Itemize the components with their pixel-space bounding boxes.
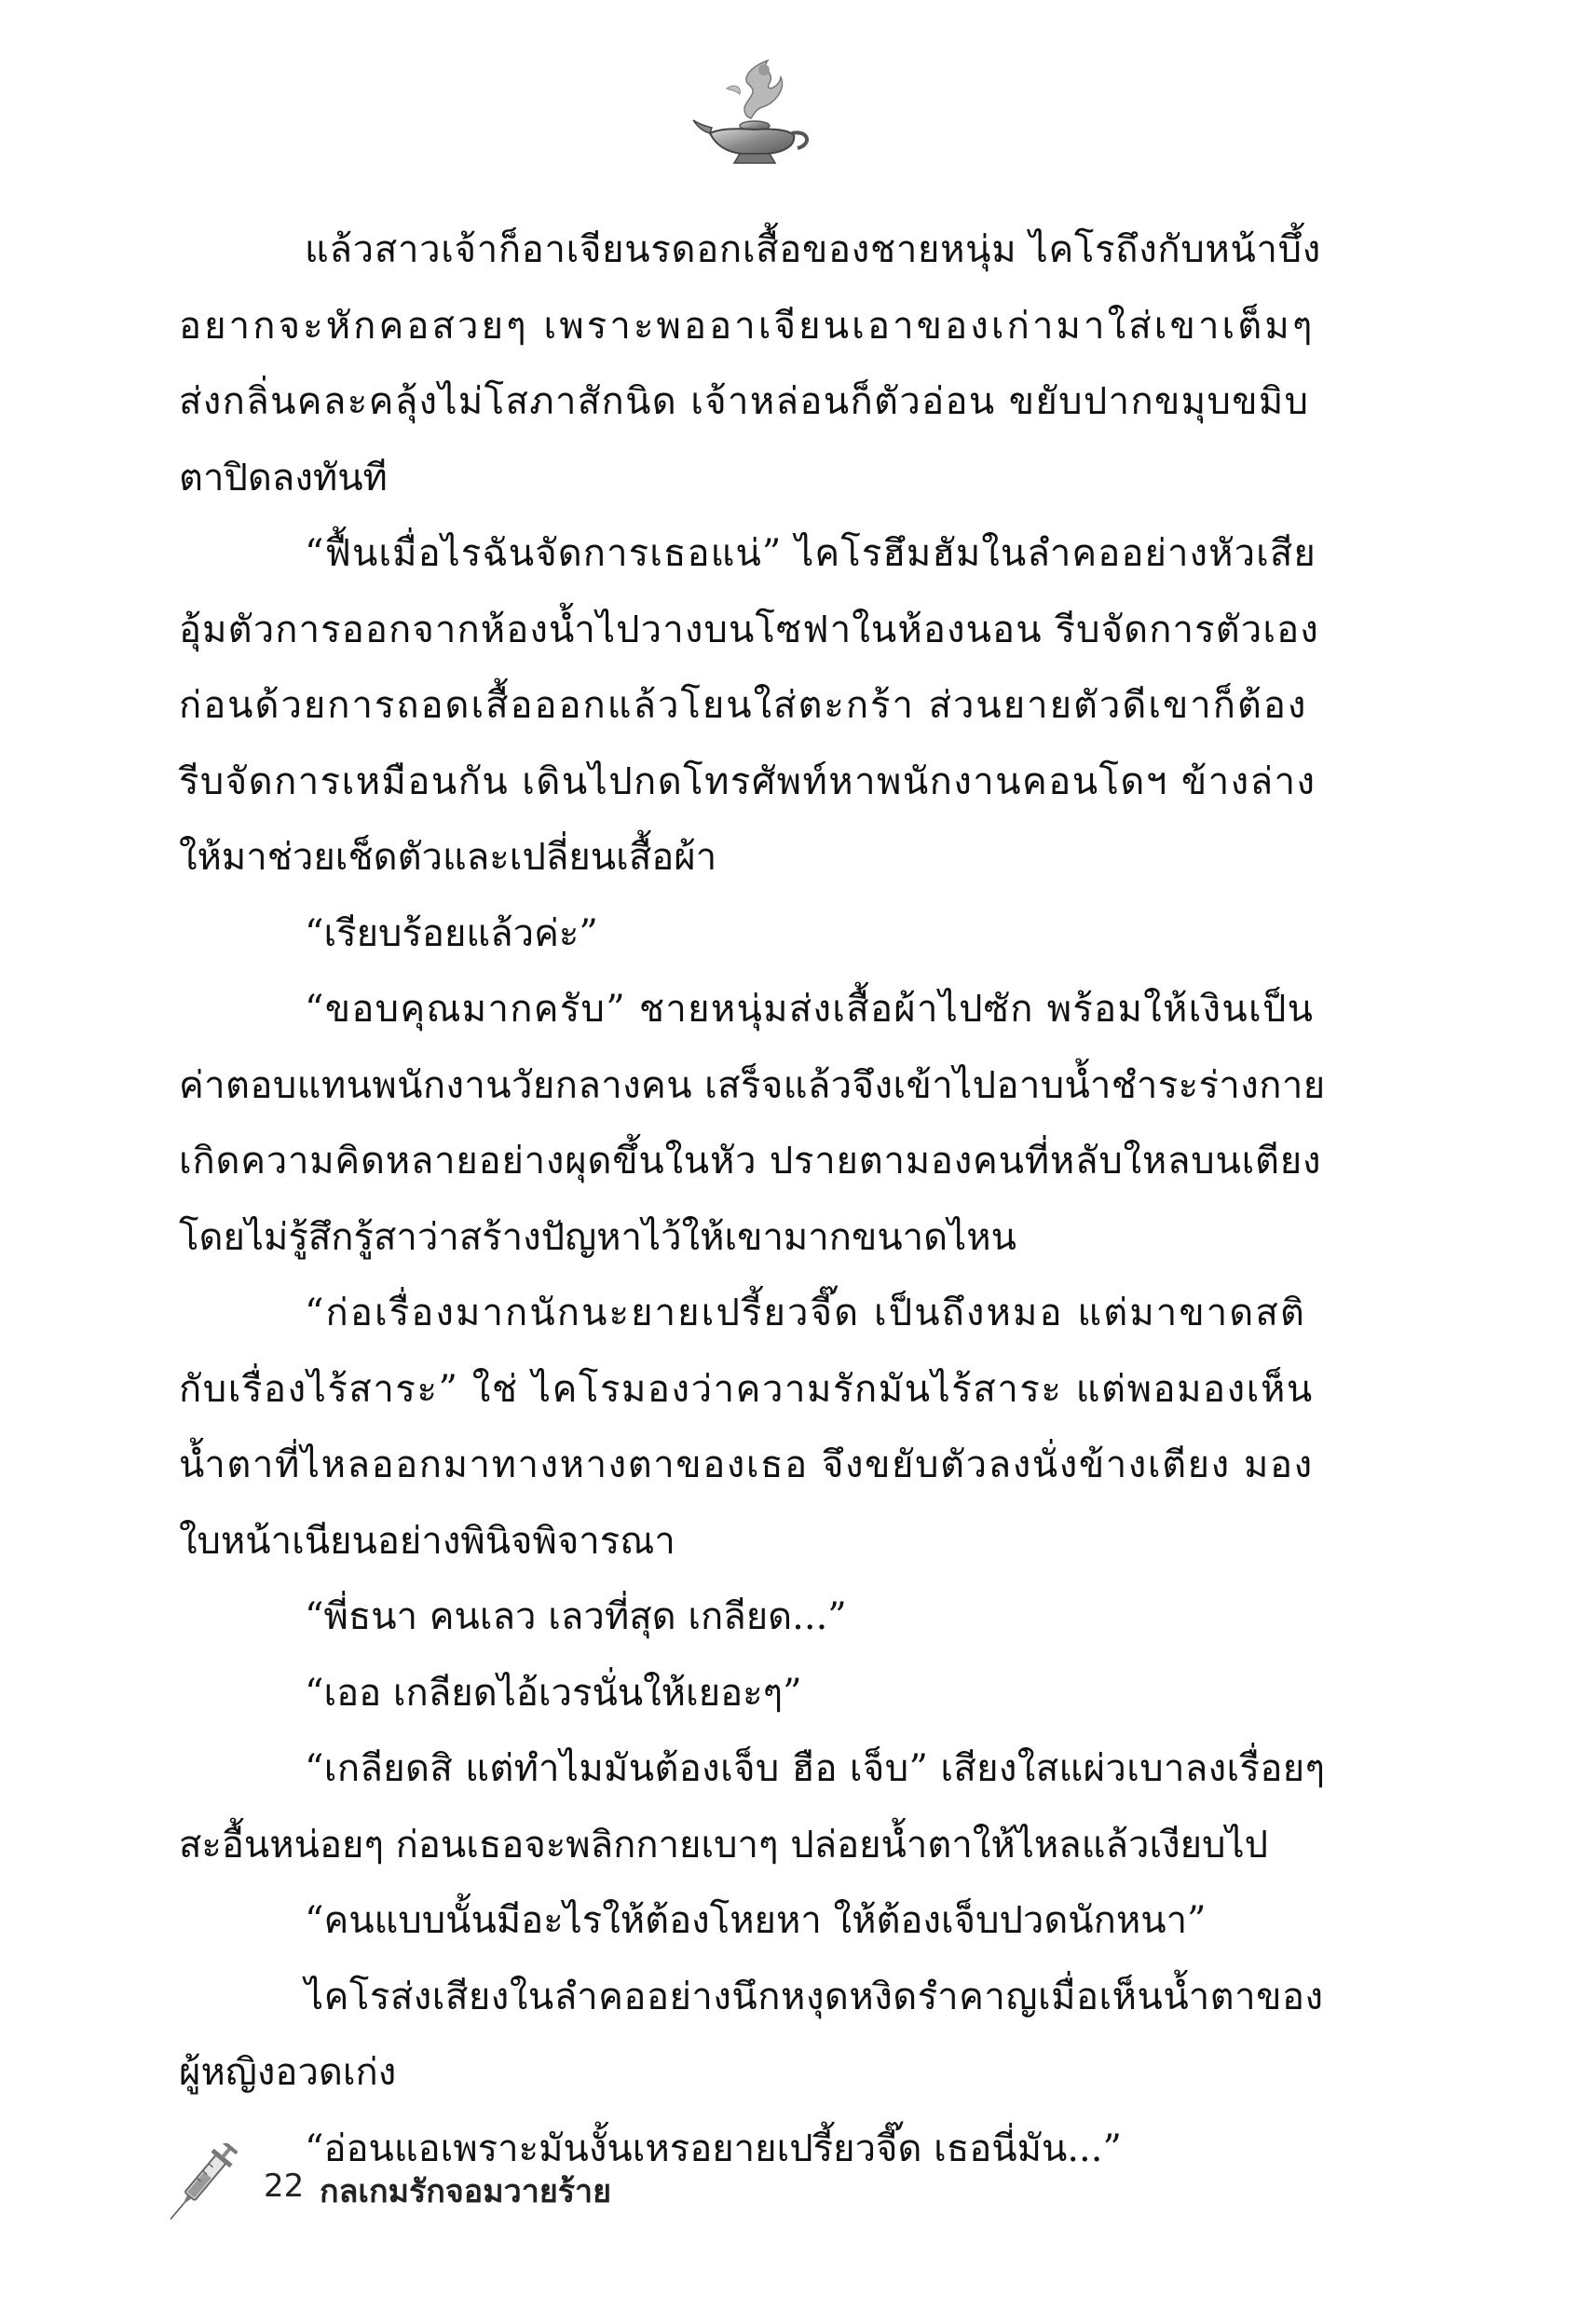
text-line: “เรียบร้อยแล้วค่ะ”: [305, 911, 598, 955]
genie-lamp-icon: [689, 51, 820, 172]
page-number: 22: [264, 2167, 305, 2205]
text-line: ตาปิดลงทันที: [179, 456, 388, 499]
text-line: ค่าตอบแทนพนักงานวัยกลางคน เสร็จแล้วจึงเข้าไปอาบน้ำชำระร่างกาย: [179, 1063, 1326, 1107]
text-line: ก่อนด้วยการถอดเสื้อออกแล้วโยนใส่ตะกร้า ส่วนยายตัวดีเขาก็ต้อง: [179, 684, 1308, 727]
text-line: “อ่อนแอเพราะมันงั้นเหรอยายเปรี้ยวจี๊ด เธอนี่มัน...”: [305, 2126, 1122, 2170]
text-line: เกิดความคิดหลายอย่างผุดขึ้นในหัว ปรายตามองคนที่หลับใหลบนเตียง: [179, 1140, 1322, 1183]
text-line: “พี่ธนา คนเลว เลวที่สุด เกลียด...”: [305, 1595, 847, 1638]
paragraph: [179, 1883, 1330, 1960]
text-line: “คนแบบนั้นมีอะไรให้ต้องโหยหา ให้ต้องเจ็บปวดนักหนา”: [305, 1899, 1207, 1942]
text-line: “ฟื้นเมื่อไรฉันจัดการเธอแน่” ไคโรฮึมฮัมในลำคออย่างหัวเสีย: [305, 532, 1316, 575]
paragraph: [179, 1276, 1330, 1579]
text-line: “เกลียดสิ แต่ทำไมมันต้องเจ็บ ฮือ เจ็บ” เสียงใสแผ่วเบาลงเรื่อยๆ: [305, 1747, 1326, 1790]
paragraph: [179, 212, 1330, 516]
text-line: อุ้มตัวการออกจากห้องน้ำไปวางบนโซฟาในห้องนอน รีบจัดการตัวเอง: [179, 608, 1319, 651]
text-line: ใบหน้าเนียนอย่างพินิจพิจารณา: [179, 1519, 675, 1563]
paragraph: [179, 972, 1330, 1276]
text-line: “เออ เกลียดไอ้เวรนั่นให้เยอะๆ”: [305, 1671, 802, 1715]
text-line: ส่งกลิ่นคละคลุ้งไม่โสภาสักนิด เจ้าหล่อนก็ตัวอ่อน ขยับปากขมุบขมิบ: [179, 380, 1310, 423]
page-footer: [154, 2143, 899, 2218]
paragraph: [179, 516, 1330, 896]
text-line: ให้มาช่วยเช็ดตัวและเปลี่ยนเสื้อผ้า: [179, 836, 717, 879]
text-line: ผู้หญิงอวดเก่ง: [179, 2051, 397, 2094]
text-line: กับเรื่องไร้สาระ” ใช่ ไคโรมองว่าความรักมันไร้สาระ แต่พอมองเห็น: [179, 1367, 1314, 1411]
text-line: รีบจัดการเหมือนกัน เดินไปกดโทรศัพท์หาพนักงานคอนโดฯ ข้างล่าง: [179, 759, 1316, 803]
story-text: [179, 212, 1330, 2187]
syringe-icon: [154, 2143, 242, 2232]
text-line: “ก่อเรื่องมากนักนะยายเปรี้ยวจี๊ด เป็นถึงหมอ แต่มาขาดสติ: [305, 1292, 1306, 1334]
paragraph: [179, 1731, 1330, 1883]
paragraph: [179, 1579, 1330, 1656]
text-line: น้ำตาที่ไหลออกมาทางหางตาของเธอ จึงขยับตัวลงนั่งข้างเตียง มอง: [179, 1443, 1314, 1486]
text-line: สะอื้นหน่อยๆ ก่อนเธอจะพลิกกายเบาๆ ปล่อยน้ำตาให้ไหลแล้วเงียบไป: [179, 1823, 1268, 1867]
text-line: “ขอบคุณมากครับ” ชายหนุ่มส่งเสื้อผ้าไปซัก พร้อมให้เงินเป็น: [305, 988, 1315, 1031]
paragraph: [179, 896, 1330, 973]
paragraph: [179, 1960, 1330, 2112]
book-title: กลเกมรักจอมวายร้าย: [320, 2173, 612, 2210]
text-line: ไคโรส่งเสียงในลำคออย่างนึกหงุดหงิดรำคาญเมื่อเห็นน้ำตาของ: [305, 1975, 1324, 2018]
text-line: แล้วสาวเจ้าก็อาเจียนรดอกเสื้อของชายหนุ่ม ไคโรถึงกับหน้าบึ้ง: [305, 228, 1321, 271]
text-line: อยากจะหักคอสวยๆ เพราะพออาเจียนเอาของเก่ามาใส่เขาเต็มๆ: [179, 304, 1316, 348]
paragraph: [179, 1656, 1330, 1732]
text-line: โดยไม่รู้สึกรู้สาว่าสร้างปัญหาไว้ให้เขามากขนาดไหน: [179, 1215, 1016, 1259]
